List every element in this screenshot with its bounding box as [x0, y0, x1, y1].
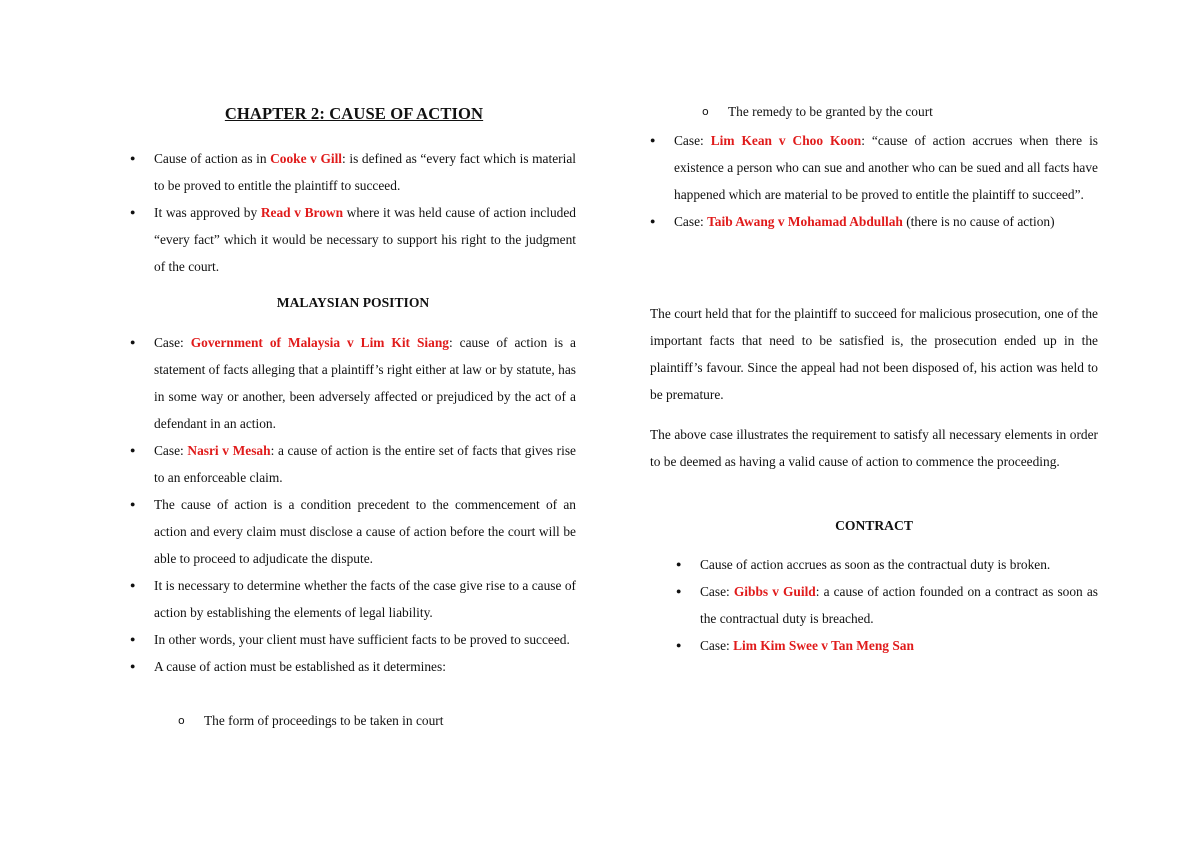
sub-list-item: o The form of proceedings to be taken in court	[178, 707, 576, 734]
list-item: ● Cause of action accrues as soon as the contractual duty is broken.	[676, 551, 1098, 578]
malaysian-position-list	[130, 329, 576, 680]
list-item: ● Cause of action as in Cooke v Gill: is defined as “every fact which is material to be proved to entitle the plaintiff to succeed.	[130, 145, 576, 199]
section-heading: CONTRACT	[835, 518, 913, 533]
list-item: ● It was approved by Read v Brown where it was held cause of action included “every fact” which it would be necessary to support his right to the judgment of the court.	[130, 199, 576, 280]
list-item: ● The cause of action is a condition precedent to the commencement of an action and every claim must disclose a cause of action before the court will be able to proceed to adjudicate the dispute.	[130, 491, 576, 572]
list-item: ● It is necessary to determine whether the facts of the case give rise to a cause of action by establishing the elements of legal liability.	[130, 572, 576, 626]
chapter-title: CHAPTER 2: CAUSE OF ACTION	[224, 104, 484, 123]
sub-list-item: o The remedy to be granted by the court	[702, 98, 1098, 125]
section-heading: MALAYSIAN POSITION	[276, 295, 430, 310]
case-name: Cooke v Gill	[270, 151, 343, 166]
sub-bullet-marker: o	[702, 105, 709, 118]
case-name: Nasri v Mesah	[187, 443, 271, 458]
list-item: ● Case: Lim Kean v Choo Koon: “cause of action accrues when there is existence a person who can sue and another who can be sued and all facts have happened which are material to be proved to entitle the plaintiff to succeed”.	[650, 127, 1098, 208]
list-item: ● Case: Government of Malaysia v Lim Kit Siang: cause of action is a statement of facts alleging that a plaintiff’s right either at law or by statute, has in some way or another, been adversely affected or prejudiced by the act of a defendant in an action.	[130, 329, 576, 437]
case-name: Lim Kim Swee v Tan Meng San	[733, 638, 914, 653]
list-item: ● A cause of action must be established as it determines:	[130, 653, 576, 680]
list-item: ● Case: Lim Kim Swee v Tan Meng San	[676, 632, 1098, 659]
intro-list	[130, 145, 576, 280]
case-name: Lim Kean v Choo Koon	[710, 133, 862, 148]
case-name: Government of Malaysia v Lim Kit Siang	[190, 335, 449, 350]
case-name: Read v Brown	[260, 205, 344, 220]
paragraph: The above case illustrates the requirement to satisfy all necessary elements in order to be deemed as having a valid cause of action to commence the proceeding.	[650, 427, 1098, 469]
case-list	[650, 127, 1098, 235]
list-item: ● Case: Taib Awang v Mohamad Abdullah (there is no cause of action)	[650, 208, 1098, 235]
sub-bullet-marker: o	[178, 714, 185, 727]
list-item: ● Case: Gibbs v Guild: a cause of action founded on a contract as soon as the contractual duty is breached.	[676, 578, 1098, 632]
case-name: Taib Awang v Mohamad Abdullah	[707, 214, 903, 229]
contract-list	[676, 551, 1098, 659]
list-item: ● In other words, your client must have sufficient facts to be proved to succeed.	[130, 626, 576, 653]
list-item: ● Case: Nasri v Mesah: a cause of action is the entire set of facts that gives rise to an enforceable claim.	[130, 437, 576, 491]
case-name: Gibbs v Guild	[733, 584, 816, 599]
paragraph: The court held that for the plaintiff to succeed for malicious prosecution, one of the important facts that need to be satisfied is, the prosecution ended up in the plaintiff’s favour. Since the appeal had not been disposed of, his action was held to be premature.	[650, 306, 1098, 402]
